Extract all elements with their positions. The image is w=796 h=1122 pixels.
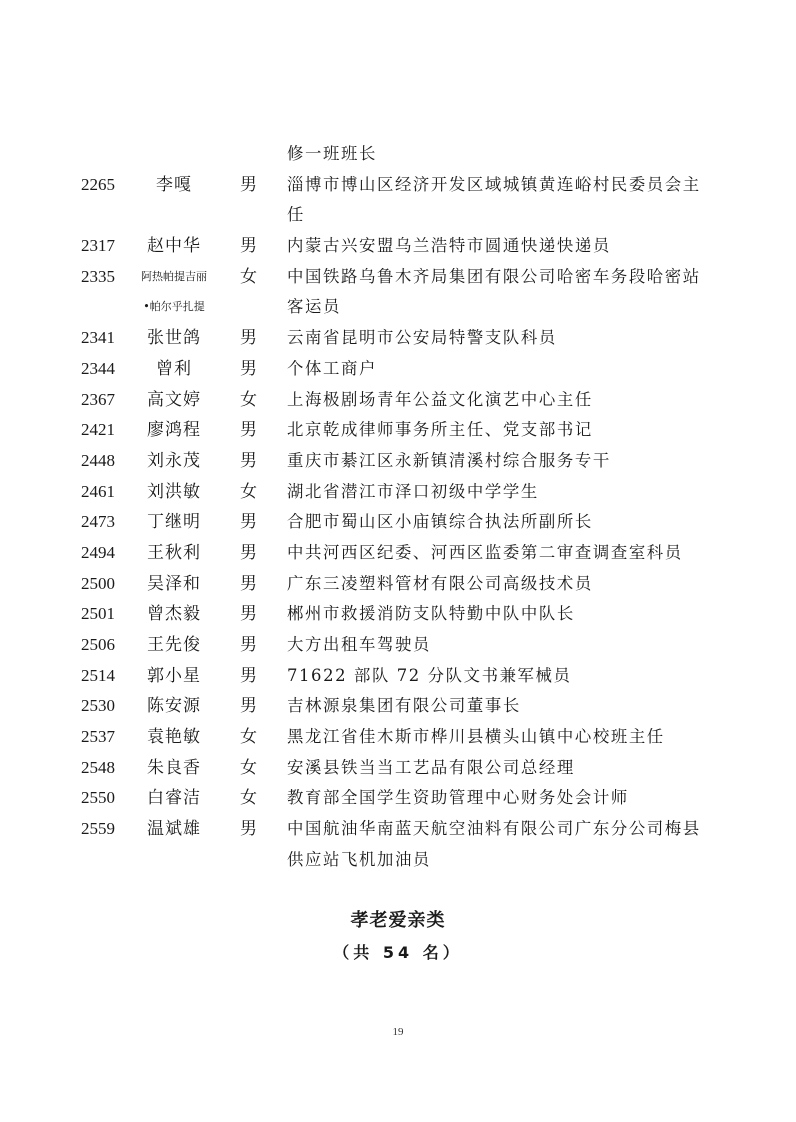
entry-name: 刘洪敏	[147, 481, 201, 502]
entry-gender: 女	[240, 727, 257, 748]
list-item	[0, 599, 796, 630]
entry-name: •帕尔乎扎提	[143, 300, 205, 314]
list-item	[0, 538, 796, 569]
entry-gender: 男	[240, 819, 257, 840]
entry-gender: 女	[240, 389, 257, 410]
entry-gender: 女	[240, 481, 257, 502]
entry-description: 安溪县铁当当工艺品有限公司总经理	[287, 757, 575, 777]
section-count: （共 54 名）	[333, 943, 463, 962]
list-item	[0, 507, 796, 538]
entry-number: 2548	[81, 757, 115, 777]
honoree-list	[0, 139, 796, 876]
entry-name: 陈安源	[147, 696, 201, 717]
entry-gender: 男	[240, 573, 257, 594]
entry-line	[0, 630, 796, 661]
entry-number: 2335	[81, 266, 115, 286]
entry-description: 内蒙古兴安盟乌兰浩特市圆通快递快递员	[287, 236, 611, 256]
entry-line	[0, 753, 796, 784]
entry-number: 2367	[81, 389, 115, 409]
entry-name: 阿热帕提吉丽	[141, 269, 207, 283]
entry-number: 2341	[81, 328, 115, 348]
entry-description: 广东三凌塑料管材有限公司高级技术员	[287, 573, 593, 593]
list-item	[0, 139, 796, 170]
entry-name: 高文婷	[147, 389, 201, 410]
entry-line	[0, 569, 796, 600]
entry-gender: 男	[240, 420, 257, 441]
list-item	[0, 385, 796, 416]
entry-name: 朱良香	[147, 757, 201, 778]
entry-gender: 男	[240, 696, 257, 717]
entry-line	[0, 385, 796, 416]
entry-description: 个体工商户	[287, 358, 377, 378]
entry-description: 71622 部队 72 分队文书兼军械员	[287, 665, 572, 685]
entry-number: 2421	[81, 420, 115, 440]
entry-name: 张世鸽	[147, 328, 201, 349]
entry-description: 吉林源泉集团有限公司董事长	[287, 696, 521, 716]
entry-number: 2265	[81, 174, 115, 194]
entry-name: 刘永茂	[147, 450, 201, 471]
entry-description: 上海极剧场青年公益文化演艺中心主任	[287, 389, 593, 409]
entry-gender: 男	[240, 358, 257, 379]
entry-line	[0, 538, 796, 569]
list-item	[0, 569, 796, 600]
list-item	[0, 783, 796, 814]
entry-number: 2550	[81, 788, 115, 808]
entry-gender: 男	[240, 174, 257, 195]
entry-gender: 男	[240, 542, 257, 563]
list-item	[0, 661, 796, 692]
entry-line	[0, 231, 796, 262]
entry-description: 修一班班长	[287, 144, 377, 163]
entry-name: 温斌雄	[147, 819, 201, 840]
entry-name: 吴泽和	[147, 573, 201, 594]
entry-line	[0, 354, 796, 385]
entry-name: 曾利	[156, 358, 192, 379]
entry-gender: 女	[240, 266, 257, 287]
entry-gender: 女	[240, 788, 257, 809]
entry-line	[0, 661, 796, 692]
entry-gender: 女	[240, 757, 257, 778]
entry-name: 廖鸿程	[147, 420, 201, 441]
entry-line	[0, 477, 796, 508]
entry-line	[0, 691, 796, 722]
entry-name: 李嘎	[156, 174, 192, 195]
entry-gender: 男	[240, 328, 257, 349]
entry-description: 北京乾成律师事务所主任、党支部书记	[287, 420, 593, 440]
entry-line	[0, 507, 796, 538]
page-number: 19	[392, 1026, 404, 1038]
entry-description: 郴州市救援消防支队特勤中队中队长	[287, 604, 575, 624]
list-item	[0, 354, 796, 385]
entry-description: 教育部全国学生资助管理中心财务处会计师	[287, 788, 629, 808]
entry-number: 2317	[81, 236, 115, 256]
entry-line	[0, 200, 796, 231]
entry-number: 2514	[81, 665, 115, 685]
entry-description: 中国铁路乌鲁木齐局集团有限公司哈密车务段哈密站	[287, 266, 701, 286]
list-item	[0, 323, 796, 354]
entry-description: 黑龙江省佳木斯市桦川县横头山镇中心校班主任	[287, 727, 665, 747]
entry-number: 2506	[81, 635, 115, 654]
entry-line	[0, 323, 796, 354]
list-item	[0, 170, 796, 231]
entry-line	[0, 446, 796, 477]
entry-description: 客运员	[287, 297, 341, 317]
entry-gender: 男	[240, 635, 257, 655]
entry-name: 白睿洁	[147, 788, 201, 809]
entry-line	[0, 262, 796, 293]
entry-name: 郭小星	[147, 665, 201, 686]
list-item	[0, 231, 796, 262]
entry-description: 重庆市綦江区永新镇清溪村综合服务专干	[287, 450, 611, 470]
entry-gender: 男	[240, 512, 257, 533]
entry-number: 2537	[81, 727, 115, 747]
entry-gender: 男	[240, 665, 257, 686]
entry-line	[0, 814, 796, 845]
entry-description: 湖北省潜江市泽口初级中学学生	[287, 481, 539, 501]
entry-name: 赵中华	[147, 236, 201, 257]
entry-description: 大方出租车驾驶员	[287, 635, 431, 654]
entry-number: 2448	[81, 450, 115, 470]
entry-number: 2530	[81, 696, 115, 716]
entry-name: 曾杰毅	[147, 604, 201, 625]
entry-line	[0, 292, 796, 323]
list-item	[0, 722, 796, 753]
entry-number: 2461	[81, 481, 115, 501]
entry-name: 袁艳敏	[147, 727, 201, 748]
entry-gender: 男	[240, 604, 257, 625]
list-item	[0, 753, 796, 784]
entry-description: 供应站飞机加油员	[287, 849, 431, 869]
entry-gender: 男	[240, 236, 257, 257]
entry-line	[0, 783, 796, 814]
entry-line	[0, 722, 796, 753]
entry-number: 2344	[81, 358, 115, 378]
list-item	[0, 814, 796, 875]
entry-number: 2559	[81, 819, 115, 839]
entry-number: 2473	[81, 512, 115, 532]
entry-number: 2501	[81, 604, 115, 624]
entry-line	[0, 170, 796, 201]
list-item	[0, 477, 796, 508]
section-title: 孝老爱亲类	[350, 910, 446, 931]
list-item	[0, 262, 796, 323]
entry-description: 中共河西区纪委、河西区监委第二审查调查室科员	[287, 542, 683, 562]
list-item	[0, 415, 796, 446]
entry-description: 淄博市博山区经济开发区域城镇黄连峪村民委员会主	[287, 174, 701, 194]
entry-name: 王秋利	[147, 542, 201, 563]
entry-gender: 男	[240, 450, 257, 471]
list-item	[0, 691, 796, 722]
list-item	[0, 446, 796, 477]
entry-line	[0, 599, 796, 630]
list-item	[0, 630, 796, 661]
entry-line	[0, 845, 796, 876]
entry-name: 丁继明	[147, 512, 201, 533]
entry-name: 王先俊	[147, 635, 201, 655]
entry-number: 2500	[81, 573, 115, 593]
entry-description: 中国航油华南蓝天航空油料有限公司广东分公司梅县	[287, 819, 701, 839]
entry-line	[0, 415, 796, 446]
entry-number: 2494	[81, 542, 115, 562]
entry-description: 云南省昆明市公安局特警支队科员	[287, 328, 557, 348]
entry-description: 合肥市蜀山区小庙镇综合执法所副所长	[287, 512, 593, 532]
entry-line	[0, 139, 796, 170]
entry-description: 任	[287, 205, 305, 225]
